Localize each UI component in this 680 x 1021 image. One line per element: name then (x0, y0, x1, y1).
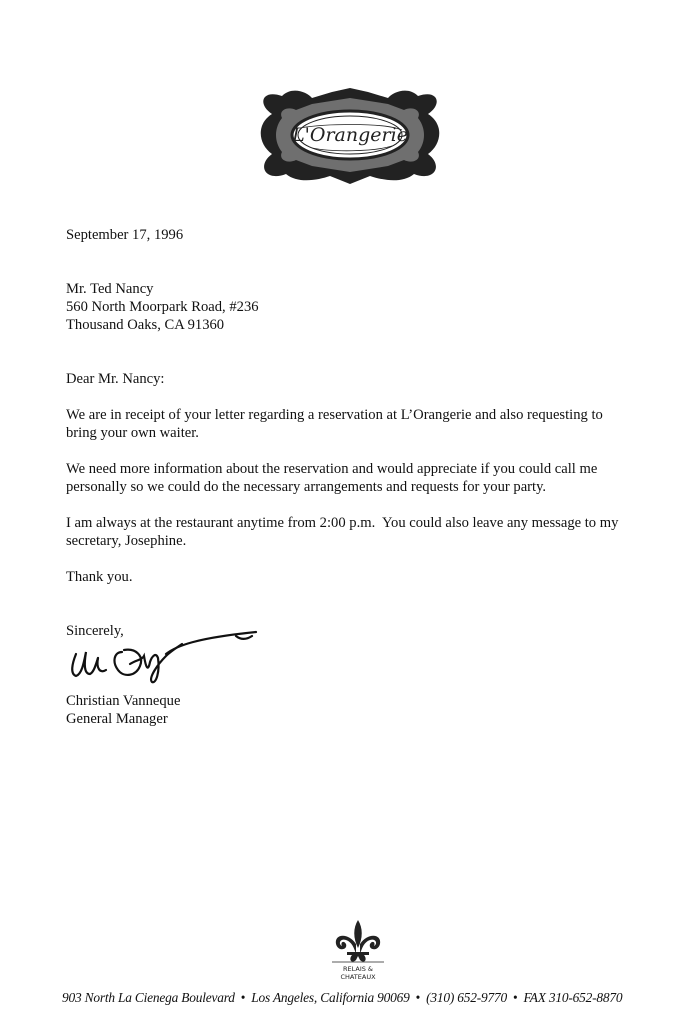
emblem-text: RELAIS & (342, 965, 374, 973)
body-paragraph: Thank you. (66, 569, 133, 585)
footer-separator: • (415, 990, 421, 1005)
closing: Sincerely, (66, 623, 124, 639)
relais-chateaux-emblem (328, 918, 388, 984)
footer-phone: (310) 652-9770 (426, 990, 508, 1005)
signer-title: General Manager (66, 711, 168, 727)
recipient-address-line2: Thousand Oaks, CA 91360 (66, 317, 225, 333)
recipient-address-line1: 560 North Moorpark Road, #236 (66, 299, 259, 315)
body-paragraph: We are in receipt of your letter regarding a reservation at L’Orangerie and also requesting to bring your own waiter. (66, 407, 603, 441)
body-paragraph: We need more information about the reservation and would appreciate if you could call me personally so we could do the necessary arrangements and requests for your party. (66, 461, 598, 495)
lorangerie-logo (252, 84, 448, 186)
recipient-name: Mr. Ted Nancy (66, 281, 154, 297)
emblem-text-line2: CHATEAUX (340, 973, 376, 981)
letterhead-footer (62, 990, 662, 1006)
footer-fax: FAX 310-652-8870 (523, 990, 623, 1005)
body-paragraph: I am always at the restaurant anytime from 2:00 p.m. You could also leave any message to my secretary, Josephine. (66, 515, 619, 549)
logo-text: L'Orangerie (292, 124, 408, 146)
footer-address: 903 North La Cienega Boulevard (62, 990, 235, 1005)
footer-separator: • (513, 990, 518, 1005)
salutation: Dear Mr. Nancy: (66, 371, 165, 387)
letter-date: September 17, 1996 (66, 227, 184, 243)
handwritten-signature (66, 622, 266, 692)
footer-city: Los Angeles, California 90069 (251, 990, 410, 1005)
footer-separator: • (240, 990, 246, 1005)
signer-name: Christian Vanneque (66, 693, 181, 709)
